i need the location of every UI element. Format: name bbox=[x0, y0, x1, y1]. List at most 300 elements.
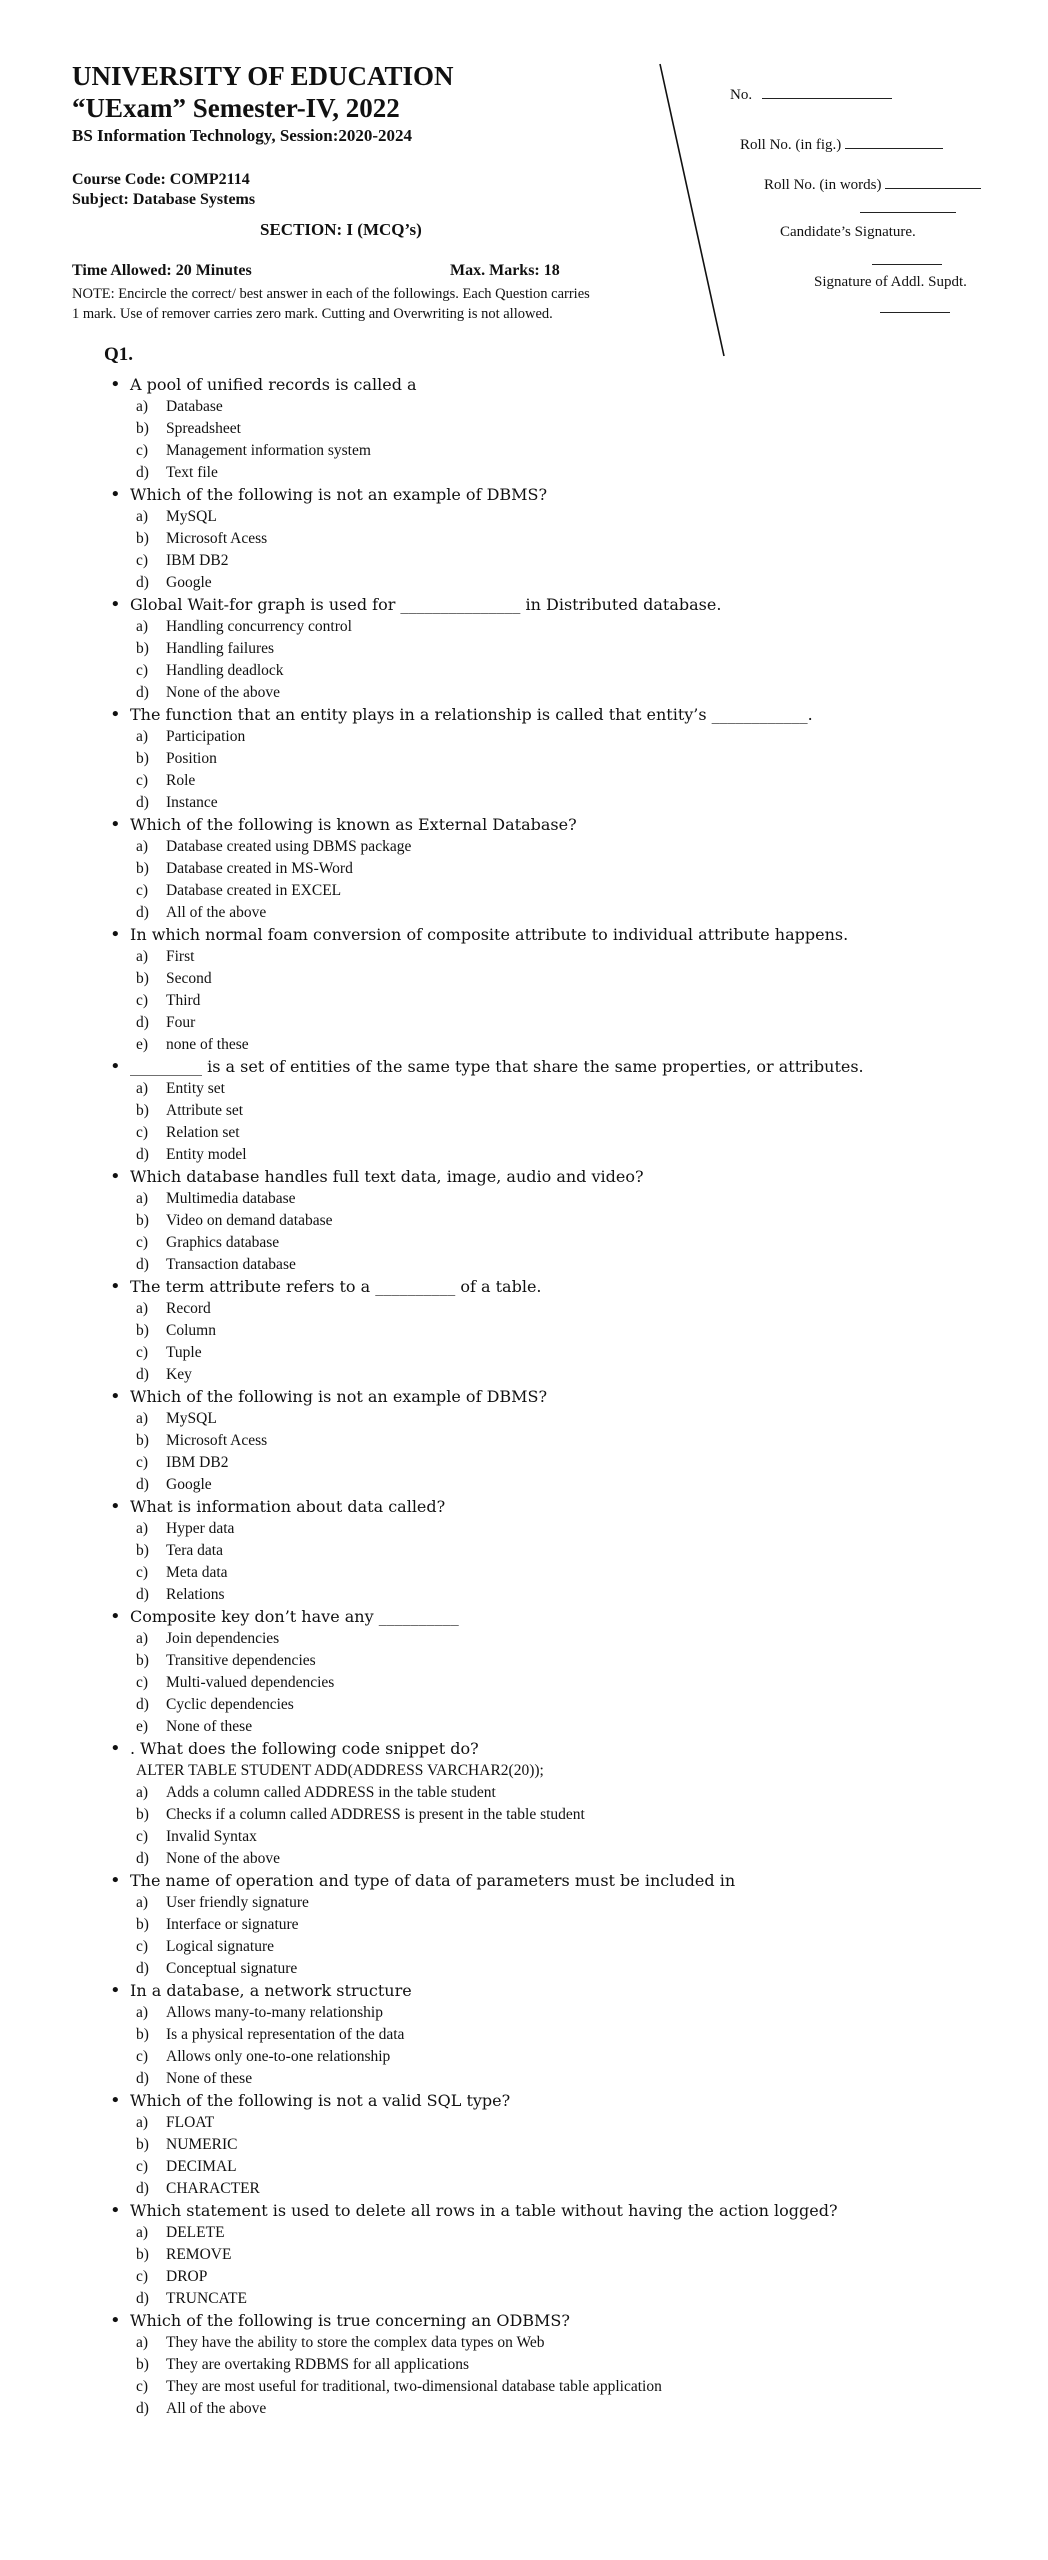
question-stem bbox=[110, 1166, 1010, 1188]
mcq-question bbox=[110, 1870, 1010, 1980]
option-letter: b) bbox=[136, 860, 149, 877]
option-letter: c) bbox=[136, 1344, 149, 1361]
option-letter: c) bbox=[136, 992, 149, 1009]
option-letter: c) bbox=[136, 1124, 149, 1141]
option-text: MySQL bbox=[166, 508, 217, 525]
option-text: They are overtaking RDBMS for all applications bbox=[166, 2356, 470, 2373]
option-text: Multimedia database bbox=[166, 1190, 296, 1207]
option-text: Transitive dependencies bbox=[166, 1652, 316, 1669]
option-letter: d) bbox=[136, 1146, 149, 1163]
option-letter: c) bbox=[136, 662, 149, 679]
answer-option[interactable] bbox=[136, 1012, 1010, 1034]
answer-option[interactable] bbox=[136, 550, 1010, 572]
answer-option[interactable] bbox=[136, 2024, 1010, 2046]
answer-option[interactable] bbox=[136, 880, 1010, 902]
option-text: Position bbox=[166, 750, 217, 767]
mcq-question bbox=[110, 814, 1010, 924]
option-letter: b) bbox=[136, 2026, 149, 2043]
answer-option[interactable] bbox=[136, 1232, 1010, 1254]
answer-option[interactable] bbox=[136, 1100, 1010, 1122]
option-letter: b) bbox=[136, 530, 149, 547]
question-stem bbox=[110, 1870, 1010, 1892]
time-allowed: Time Allowed: 20 Minutes bbox=[72, 262, 252, 279]
option-text: Key bbox=[166, 1366, 192, 1383]
question-stem bbox=[110, 1386, 1010, 1408]
answer-option[interactable] bbox=[136, 1188, 1010, 1210]
answer-option[interactable] bbox=[136, 1144, 1010, 1166]
option-letter: a) bbox=[136, 1784, 149, 1801]
roll-words-label: Roll No. (in words) bbox=[764, 177, 882, 193]
option-letter: d) bbox=[136, 904, 149, 921]
program-line: BS Information Technology, Session:2020-2024 bbox=[72, 126, 413, 145]
mcq-question bbox=[110, 1166, 1010, 1276]
option-letter: b) bbox=[136, 750, 149, 767]
option-text: Hyper data bbox=[166, 1520, 235, 1537]
answer-option[interactable] bbox=[136, 2068, 1010, 2090]
option-letter: e) bbox=[136, 1036, 149, 1053]
question-text: Which of the following is not an example of DBMS? bbox=[130, 1387, 548, 1406]
option-letter: c) bbox=[136, 1674, 149, 1691]
option-letter: a) bbox=[136, 2334, 149, 2351]
answer-option[interactable] bbox=[136, 1518, 1010, 1540]
answer-option[interactable] bbox=[136, 2222, 1010, 2244]
answer-option[interactable] bbox=[136, 792, 1010, 814]
answer-option[interactable] bbox=[136, 638, 1010, 660]
option-letter: a) bbox=[136, 948, 149, 965]
answer-options bbox=[110, 2112, 1010, 2200]
answer-option[interactable] bbox=[136, 1078, 1010, 1100]
bullet-icon: • bbox=[110, 1980, 121, 2001]
section-title: SECTION: I (MCQ’s) bbox=[260, 220, 422, 239]
question-text: Global Wait-for graph is used for _______________ in Distributed database. bbox=[130, 595, 722, 614]
mcq-question bbox=[110, 2310, 1010, 2420]
question-stem bbox=[110, 2310, 1010, 2332]
option-text: They are most useful for traditional, two-dimensional database table application bbox=[166, 2378, 662, 2395]
answer-option[interactable] bbox=[136, 968, 1010, 990]
question-stem bbox=[110, 374, 1010, 396]
answer-options bbox=[110, 616, 1010, 704]
option-text: CHARACTER bbox=[166, 2180, 260, 2197]
option-text: Checks if a column called ADDRESS is present in the table student bbox=[166, 1806, 585, 1823]
bullet-icon: • bbox=[110, 2090, 121, 2111]
bullet-icon: • bbox=[110, 2200, 121, 2221]
option-letter: c) bbox=[136, 1454, 149, 1471]
option-letter: d) bbox=[136, 2180, 149, 2197]
option-text: Conceptual signature bbox=[166, 1960, 298, 1977]
option-letter: d) bbox=[136, 1476, 149, 1493]
option-letter: c) bbox=[136, 1234, 149, 1251]
mcq-question bbox=[110, 374, 1010, 484]
answer-options bbox=[110, 2332, 1010, 2420]
answer-options bbox=[110, 946, 1010, 1056]
bullet-icon: • bbox=[110, 1166, 121, 1187]
answer-option[interactable] bbox=[136, 1452, 1010, 1474]
option-letter: b) bbox=[136, 640, 149, 657]
answer-option[interactable] bbox=[136, 1474, 1010, 1496]
answer-option[interactable] bbox=[136, 1254, 1010, 1276]
option-text: Second bbox=[166, 970, 212, 987]
university-name: UNIVERSITY OF EDUCATION bbox=[72, 61, 454, 91]
option-text: MySQL bbox=[166, 1410, 217, 1427]
answer-option[interactable] bbox=[136, 858, 1010, 880]
option-letter: d) bbox=[136, 1696, 149, 1713]
answer-option[interactable] bbox=[136, 528, 1010, 550]
answer-option[interactable] bbox=[136, 1430, 1010, 1452]
answer-option[interactable] bbox=[136, 2266, 1010, 2288]
answer-option[interactable] bbox=[136, 2046, 1010, 2068]
candidate-signature-blank bbox=[872, 250, 942, 270]
mcq-question bbox=[110, 704, 1010, 814]
answer-options bbox=[110, 2002, 1010, 2090]
bullet-icon: • bbox=[110, 1386, 121, 1407]
option-letter: a) bbox=[136, 618, 149, 635]
answer-option[interactable] bbox=[136, 1628, 1010, 1650]
answer-options bbox=[110, 1298, 1010, 1386]
option-letter: a) bbox=[136, 398, 149, 415]
option-text: Record bbox=[166, 1300, 211, 1317]
question-text: Which database handles full text data, image, audio and video? bbox=[130, 1167, 644, 1186]
option-letter: d) bbox=[136, 1366, 149, 1383]
option-text: DECIMAL bbox=[166, 2158, 237, 2175]
answer-option[interactable] bbox=[136, 2354, 1010, 2376]
roll-words-blank bbox=[885, 174, 981, 189]
option-text: Video on demand database bbox=[166, 1212, 333, 1229]
answer-option[interactable] bbox=[136, 1958, 1010, 1980]
option-text: Entity model bbox=[166, 1146, 247, 1163]
question-stem bbox=[110, 594, 1010, 616]
answer-option[interactable] bbox=[136, 1672, 1010, 1694]
mcq-question bbox=[110, 1496, 1010, 1606]
option-text: All of the above bbox=[166, 904, 267, 921]
bullet-icon: • bbox=[110, 1056, 121, 1077]
answer-option[interactable] bbox=[136, 2332, 1010, 2354]
answer-option[interactable] bbox=[136, 2134, 1010, 2156]
answer-options bbox=[110, 836, 1010, 924]
option-letter: c) bbox=[136, 772, 149, 789]
question-text: Composite key don’t have any __________ bbox=[130, 1607, 459, 1626]
option-text: User friendly signature bbox=[166, 1894, 309, 1911]
option-text: Interface or signature bbox=[166, 1916, 299, 1933]
option-letter: c) bbox=[136, 2268, 149, 2285]
option-text: Adds a column called ADDRESS in the table student bbox=[166, 1784, 496, 1801]
answer-option[interactable] bbox=[136, 1826, 1010, 1848]
option-letter: a) bbox=[136, 1190, 149, 1207]
answer-option[interactable] bbox=[136, 1914, 1010, 1936]
option-text: Google bbox=[166, 1476, 212, 1493]
mcq-list bbox=[110, 374, 1010, 2420]
bullet-icon: • bbox=[110, 924, 121, 945]
answer-option[interactable] bbox=[136, 836, 1010, 858]
option-letter: c) bbox=[136, 1938, 149, 1955]
option-letter: d) bbox=[136, 1014, 149, 1031]
answer-option[interactable] bbox=[136, 726, 1010, 748]
answer-option[interactable] bbox=[136, 2376, 1010, 2398]
question-text: The function that an entity plays in a relationship is called that entity’s ____________. bbox=[130, 705, 813, 724]
supdt-signature-blank bbox=[880, 298, 950, 318]
bullet-icon: • bbox=[110, 1870, 121, 1891]
answer-option[interactable] bbox=[136, 396, 1010, 418]
question-stem bbox=[110, 1276, 1010, 1298]
answer-option[interactable] bbox=[136, 946, 1010, 968]
option-letter: d) bbox=[136, 574, 149, 591]
option-text: Microsoft Acess bbox=[166, 1432, 268, 1449]
option-letter: c) bbox=[136, 552, 149, 569]
mcq-question bbox=[110, 1276, 1010, 1386]
question-stem bbox=[110, 814, 1010, 836]
option-text: Is a physical representation of the data bbox=[166, 2026, 405, 2043]
option-text: Column bbox=[166, 1322, 216, 1339]
option-text: Google bbox=[166, 574, 212, 591]
serial-no-field bbox=[730, 84, 892, 104]
answer-option[interactable] bbox=[136, 2002, 1010, 2024]
answer-option[interactable] bbox=[136, 2244, 1010, 2266]
question-text: Which of the following is not an example of DBMS? bbox=[130, 485, 548, 504]
option-text: Transaction database bbox=[166, 1256, 296, 1273]
option-text: Allows many-to-many relationship bbox=[166, 2004, 383, 2021]
question-text: The term attribute refers to a __________ of a table. bbox=[130, 1277, 542, 1296]
question-stem bbox=[110, 1738, 1010, 1760]
supdt-signature-label: Signature of Addl. Supdt. bbox=[814, 274, 967, 290]
option-text: Handling concurrency control bbox=[166, 618, 352, 635]
answer-options bbox=[110, 506, 1010, 594]
answer-option[interactable] bbox=[136, 2156, 1010, 2178]
answer-option[interactable] bbox=[136, 1936, 1010, 1958]
option-text: None of the above bbox=[166, 684, 281, 701]
option-text: DELETE bbox=[166, 2224, 225, 2241]
option-letter: d) bbox=[136, 1960, 149, 1977]
option-letter: d) bbox=[136, 2400, 149, 2417]
answer-option[interactable] bbox=[136, 1804, 1010, 1826]
option-text: Handling deadlock bbox=[166, 662, 284, 679]
course-code: Course Code: COMP2114 bbox=[72, 171, 250, 188]
answer-options bbox=[110, 1078, 1010, 1166]
option-text: They have the ability to store the complex data types on Web bbox=[166, 2334, 545, 2351]
question-text: In which normal foam conversion of composite attribute to individual attribute happens. bbox=[130, 925, 849, 944]
bullet-icon: • bbox=[110, 374, 121, 395]
mcq-question bbox=[110, 2200, 1010, 2310]
mcq-question bbox=[110, 1980, 1010, 2090]
option-text: Attribute set bbox=[166, 1102, 244, 1119]
option-text: Join dependencies bbox=[166, 1630, 280, 1647]
answer-option[interactable] bbox=[136, 2288, 1010, 2310]
answer-option[interactable] bbox=[136, 1034, 1010, 1056]
question-text: . What does the following code snippet do? bbox=[130, 1739, 479, 1758]
instructions-note: NOTE: Encircle the correct/ best answer in each of the followings. Each Question carries 1 mark. Use of remover carries zero mark. Cutting and Overwriting is not allowed. bbox=[72, 286, 590, 322]
roll-words-field bbox=[764, 174, 981, 194]
option-text: Meta data bbox=[166, 1564, 228, 1581]
option-text: None of the above bbox=[166, 1850, 281, 1867]
option-text: Logical signature bbox=[166, 1938, 275, 1955]
bullet-icon: • bbox=[110, 2310, 121, 2331]
roll-fig-blank bbox=[845, 134, 943, 149]
option-text: Four bbox=[166, 1014, 196, 1031]
option-letter: c) bbox=[136, 2378, 149, 2395]
question-stem bbox=[110, 1496, 1010, 1518]
option-text: IBM DB2 bbox=[166, 1454, 229, 1471]
roll-fig-field bbox=[740, 134, 943, 154]
answer-option[interactable] bbox=[136, 660, 1010, 682]
mcq-question bbox=[110, 1386, 1010, 1496]
bullet-icon: • bbox=[110, 1276, 121, 1297]
candidate-signature-label: Candidate’s Signature. bbox=[780, 224, 916, 240]
answer-option[interactable] bbox=[136, 418, 1010, 440]
option-text: Database created using DBMS package bbox=[166, 838, 412, 855]
option-letter: c) bbox=[136, 1828, 149, 1845]
bullet-icon: • bbox=[110, 484, 121, 505]
option-letter: b) bbox=[136, 1102, 149, 1119]
mcq-question bbox=[110, 484, 1010, 594]
answer-option[interactable] bbox=[136, 2398, 1010, 2420]
answer-option[interactable] bbox=[136, 1848, 1010, 1870]
answer-option[interactable] bbox=[136, 1716, 1010, 1738]
answer-options bbox=[110, 726, 1010, 814]
answer-options bbox=[110, 396, 1010, 484]
option-text: Text file bbox=[166, 464, 218, 481]
question-text: Which of the following is true concerning an ODBMS? bbox=[130, 2311, 570, 2330]
option-text: None of these bbox=[166, 1718, 253, 1735]
answer-option[interactable] bbox=[136, 1584, 1010, 1606]
mcq-question bbox=[110, 924, 1010, 1056]
option-text: REMOVE bbox=[166, 2246, 232, 2263]
question-text: Which statement is used to delete all rows in a table without having the action logged? bbox=[130, 2201, 838, 2220]
option-letter: a) bbox=[136, 1300, 149, 1317]
answer-options bbox=[110, 1782, 1010, 1870]
option-text: Management information system bbox=[166, 442, 371, 459]
question-stem bbox=[110, 2200, 1010, 2222]
answer-option[interactable] bbox=[136, 616, 1010, 638]
mcq-question bbox=[110, 2090, 1010, 2200]
option-letter: b) bbox=[136, 1916, 149, 1933]
option-letter: d) bbox=[136, 794, 149, 811]
option-text: All of the above bbox=[166, 2400, 267, 2417]
option-letter: d) bbox=[136, 2290, 149, 2307]
answer-options bbox=[110, 1188, 1010, 1276]
serial-no-label: No. bbox=[730, 87, 753, 103]
answer-option[interactable] bbox=[136, 1408, 1010, 1430]
answer-option[interactable] bbox=[136, 1782, 1010, 1804]
answer-option[interactable] bbox=[136, 1650, 1010, 1672]
answer-option[interactable] bbox=[136, 440, 1010, 462]
option-letter: d) bbox=[136, 1256, 149, 1273]
option-text: Database created in MS-Word bbox=[166, 860, 353, 877]
option-text: Entity set bbox=[166, 1080, 225, 1097]
option-letter: b) bbox=[136, 1212, 149, 1229]
option-letter: d) bbox=[136, 1586, 149, 1603]
question-text: The name of operation and type of data of parameters must be included in bbox=[130, 1871, 736, 1890]
option-letter: b) bbox=[136, 2246, 149, 2263]
option-text: NUMERIC bbox=[166, 2136, 238, 2153]
option-text: Relations bbox=[166, 1586, 225, 1603]
answer-option[interactable] bbox=[136, 2112, 1010, 2134]
option-text: Third bbox=[166, 992, 201, 1009]
answer-option[interactable] bbox=[136, 1320, 1010, 1342]
mcq-question bbox=[110, 1738, 1010, 1870]
mcq-question bbox=[110, 1056, 1010, 1166]
option-text: Handling failures bbox=[166, 640, 275, 657]
answer-options bbox=[110, 1628, 1010, 1738]
answer-option[interactable] bbox=[136, 506, 1010, 528]
option-text: Database created in EXCEL bbox=[166, 882, 342, 899]
option-text: Instance bbox=[166, 794, 218, 811]
answer-option[interactable] bbox=[136, 1694, 1010, 1716]
option-letter: d) bbox=[136, 2070, 149, 2087]
answer-option[interactable] bbox=[136, 1342, 1010, 1364]
question-text: _________ is a set of entities of the same type that share the same properties, or attributes. bbox=[130, 1057, 864, 1076]
code-snippet: ALTER TABLE STUDENT ADD(ADDRESS VARCHAR2(20)); bbox=[136, 1762, 544, 1779]
option-letter: b) bbox=[136, 1322, 149, 1339]
answer-option[interactable] bbox=[136, 990, 1010, 1012]
option-text: Relation set bbox=[166, 1124, 240, 1141]
option-text: Role bbox=[166, 772, 196, 789]
answer-option[interactable] bbox=[136, 748, 1010, 770]
max-marks: Max. Marks: 18 bbox=[450, 262, 560, 279]
option-text: DROP bbox=[166, 2268, 208, 2285]
answer-option[interactable] bbox=[136, 770, 1010, 792]
option-letter: b) bbox=[136, 1432, 149, 1449]
question-label: Q1. bbox=[104, 344, 134, 365]
option-letter: b) bbox=[136, 1652, 149, 1669]
answer-option[interactable] bbox=[136, 1364, 1010, 1386]
bullet-icon: • bbox=[110, 1496, 121, 1517]
option-letter: e) bbox=[136, 1718, 149, 1735]
question-text: A pool of unified records is called a bbox=[130, 375, 417, 394]
option-text: Allows only one-to-one relationship bbox=[166, 2048, 391, 2065]
option-letter: a) bbox=[136, 838, 149, 855]
bullet-icon: • bbox=[110, 594, 121, 615]
answer-options bbox=[110, 1518, 1010, 1606]
answer-option[interactable] bbox=[136, 462, 1010, 484]
answer-option[interactable] bbox=[136, 682, 1010, 704]
option-text: None of these bbox=[166, 2070, 253, 2087]
answer-option[interactable] bbox=[136, 1562, 1010, 1584]
option-letter: a) bbox=[136, 1630, 149, 1647]
option-text: Spreadsheet bbox=[166, 420, 241, 437]
question-stem bbox=[110, 484, 1010, 506]
option-text: none of these bbox=[166, 1036, 249, 1053]
answer-options bbox=[110, 2222, 1010, 2310]
answer-option[interactable] bbox=[136, 1892, 1010, 1914]
option-letter: d) bbox=[136, 1850, 149, 1867]
option-text: Tera data bbox=[166, 1542, 223, 1559]
answer-option[interactable] bbox=[136, 1540, 1010, 1562]
option-text: Participation bbox=[166, 728, 246, 745]
answer-option[interactable] bbox=[136, 572, 1010, 594]
option-letter: c) bbox=[136, 2158, 149, 2175]
question-text: In a database, a network structure bbox=[130, 1981, 412, 2000]
answer-option[interactable] bbox=[136, 1122, 1010, 1144]
answer-option[interactable] bbox=[136, 2178, 1010, 2200]
question-text: Which of the following is known as External Database? bbox=[130, 815, 577, 834]
bullet-icon: • bbox=[110, 1606, 121, 1627]
bullet-icon: • bbox=[110, 704, 121, 725]
option-letter: a) bbox=[136, 2114, 149, 2131]
question-stem bbox=[110, 2090, 1010, 2112]
option-letter: b) bbox=[136, 1542, 149, 1559]
question-text: What is information about data called? bbox=[130, 1497, 446, 1516]
answer-option[interactable] bbox=[136, 1210, 1010, 1232]
option-text: Graphics database bbox=[166, 1234, 280, 1251]
option-letter: b) bbox=[136, 420, 149, 437]
option-letter: a) bbox=[136, 2004, 149, 2021]
answer-option[interactable] bbox=[136, 1298, 1010, 1320]
answer-option[interactable] bbox=[136, 902, 1010, 924]
option-letter: a) bbox=[136, 508, 149, 525]
question-stem bbox=[110, 1980, 1010, 2002]
option-letter: b) bbox=[136, 1806, 149, 1823]
option-letter: c) bbox=[136, 2048, 149, 2065]
answer-options bbox=[110, 1408, 1010, 1496]
option-text: Microsoft Acess bbox=[166, 530, 268, 547]
